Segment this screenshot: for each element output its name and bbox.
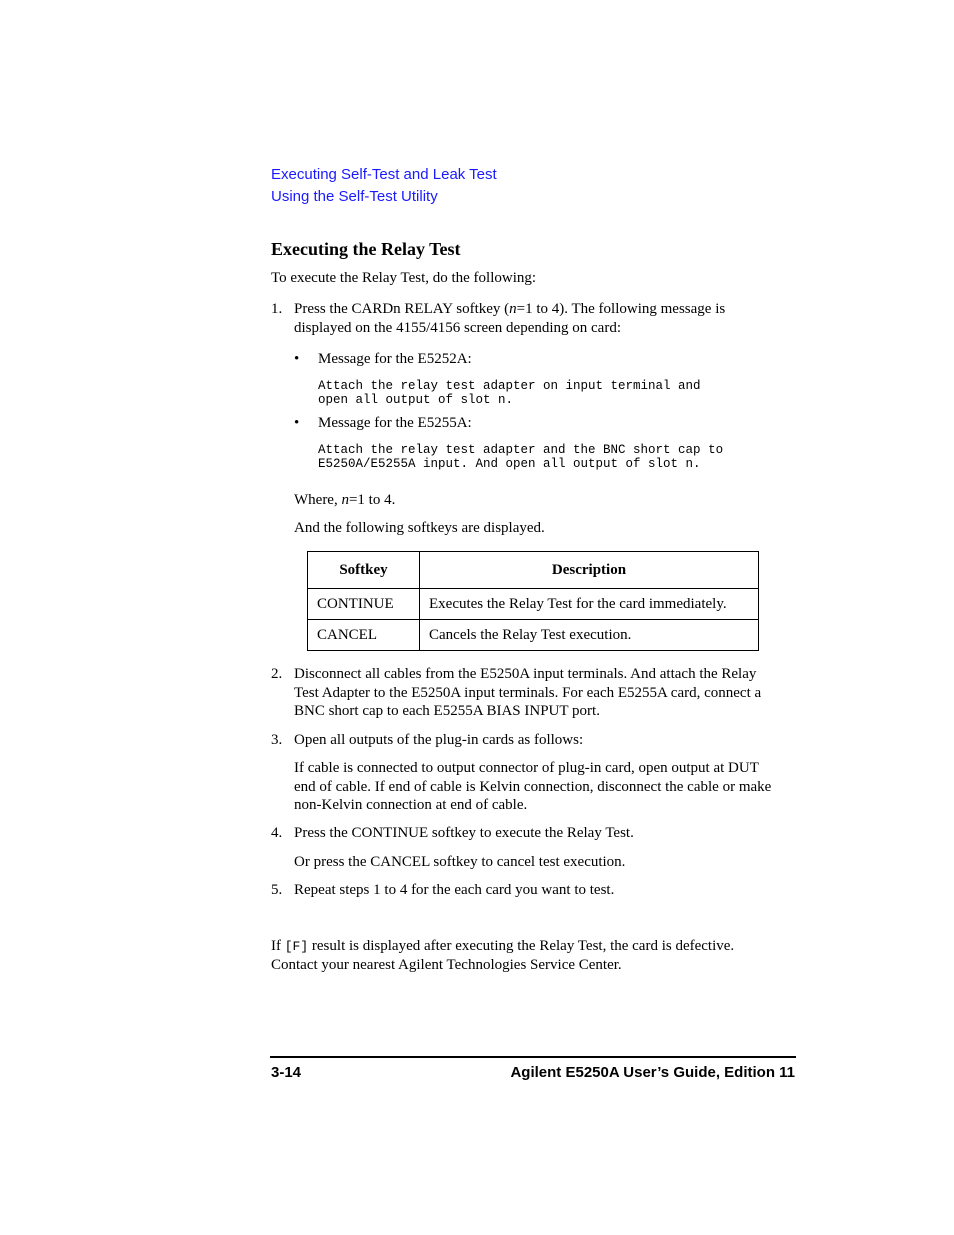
- softkeys-intro: And the following softkeys are displayed.: [294, 520, 545, 536]
- text-run: Press the CARDn RELAY softkey (: [294, 301, 510, 317]
- text-run: =1 to 4). The following message is: [516, 301, 726, 317]
- text-run: displayed on the 4155/4156 screen depending on card:: [294, 319, 621, 336]
- text-run: Test Adapter to the E5250A input terminals. For each E5255A card, connect a: [294, 684, 762, 701]
- table-cell-description: Cancels the Relay Test execution.: [420, 620, 759, 651]
- text-run: Where,: [294, 492, 342, 508]
- where-text: [294, 491, 395, 510]
- table-cell-softkey: CANCEL: [308, 620, 420, 651]
- step-number: 5.: [271, 882, 283, 898]
- step-4-alt: Or press the CANCEL softkey to cancel test execution.: [294, 854, 626, 870]
- message-e5252a: Attach the relay test adapter on input terminal and open all output of slot n.: [318, 379, 701, 407]
- text-run: Contact your nearest Agilent Technologies Service Center.: [271, 956, 622, 973]
- text-run: result is displayed after executing the Relay Test, the card is defective.: [308, 938, 735, 954]
- defect-note: [271, 937, 734, 974]
- table-row: [308, 589, 759, 620]
- step-2-text: [294, 665, 761, 721]
- step-4-text: Press the CONTINUE softkey to execute the Relay Test.: [294, 825, 634, 841]
- variable-n: n: [509, 301, 517, 317]
- guide-title: Agilent E5250A User’s Guide, Edition 11: [510, 1064, 795, 1081]
- breadcrumb-link-self-test-utility[interactable]: Using the Self-Test Utility: [271, 188, 438, 205]
- table-cell-description: Executes the Relay Test for the card immediately.: [420, 589, 759, 620]
- fail-code: [F]: [284, 939, 309, 954]
- text-run: =1 to 4.: [348, 492, 396, 508]
- section-title: Executing the Relay Test: [271, 239, 461, 259]
- text-run: end of cable. If end of cable is Kelvin connection, disconnect the cable or make: [294, 778, 772, 795]
- step-number: 4.: [271, 825, 283, 841]
- bullet-e5255a: Message for the E5255A:: [318, 415, 472, 431]
- footer-rule: [270, 1056, 796, 1058]
- text-run: If cable is connected to output connector of plug-in card, open output at DUT: [294, 760, 759, 776]
- step-number: 2.: [271, 666, 283, 682]
- variable-n: n: [341, 492, 349, 508]
- table-row: [308, 620, 759, 651]
- step-1-text: [294, 300, 725, 337]
- step-3-text: Open all outputs of the plug-in cards as follows:: [294, 732, 584, 748]
- table-header-description: Description: [420, 552, 759, 589]
- step-number: 1.: [271, 301, 283, 317]
- table-header-softkey: Softkey: [308, 552, 420, 589]
- table-cell-softkey: CONTINUE: [308, 589, 420, 620]
- step-3-detail: [294, 759, 771, 815]
- text-run: If: [271, 938, 285, 954]
- bullet-icon: •: [294, 351, 300, 367]
- page-number: 3-14: [271, 1064, 302, 1081]
- text-run: BNC short cap to each E5255A BIAS INPUT port.: [294, 703, 600, 719]
- message-e5255a: Attach the relay test adapter and the BNC short cap to E5250A/E5255A input. And open all output of slot n.: [318, 443, 724, 471]
- bullet-e5252a: Message for the E5252A:: [318, 351, 472, 367]
- bullet-icon: •: [294, 415, 300, 431]
- text-run: non-Kelvin connection at end of cable.: [294, 797, 528, 813]
- table-header-row: [308, 552, 759, 589]
- step-5-text: Repeat steps 1 to 4 for the each card you want to test.: [294, 882, 615, 898]
- intro-text: To execute the Relay Test, do the following:: [271, 270, 537, 286]
- step-number: 3.: [271, 732, 283, 748]
- breadcrumb-link-self-test-leak-test[interactable]: Executing Self-Test and Leak Test: [271, 166, 497, 183]
- text-run: Disconnect all cables from the E5250A input terminals. And attach the Relay: [294, 666, 757, 682]
- softkey-table: [307, 551, 759, 651]
